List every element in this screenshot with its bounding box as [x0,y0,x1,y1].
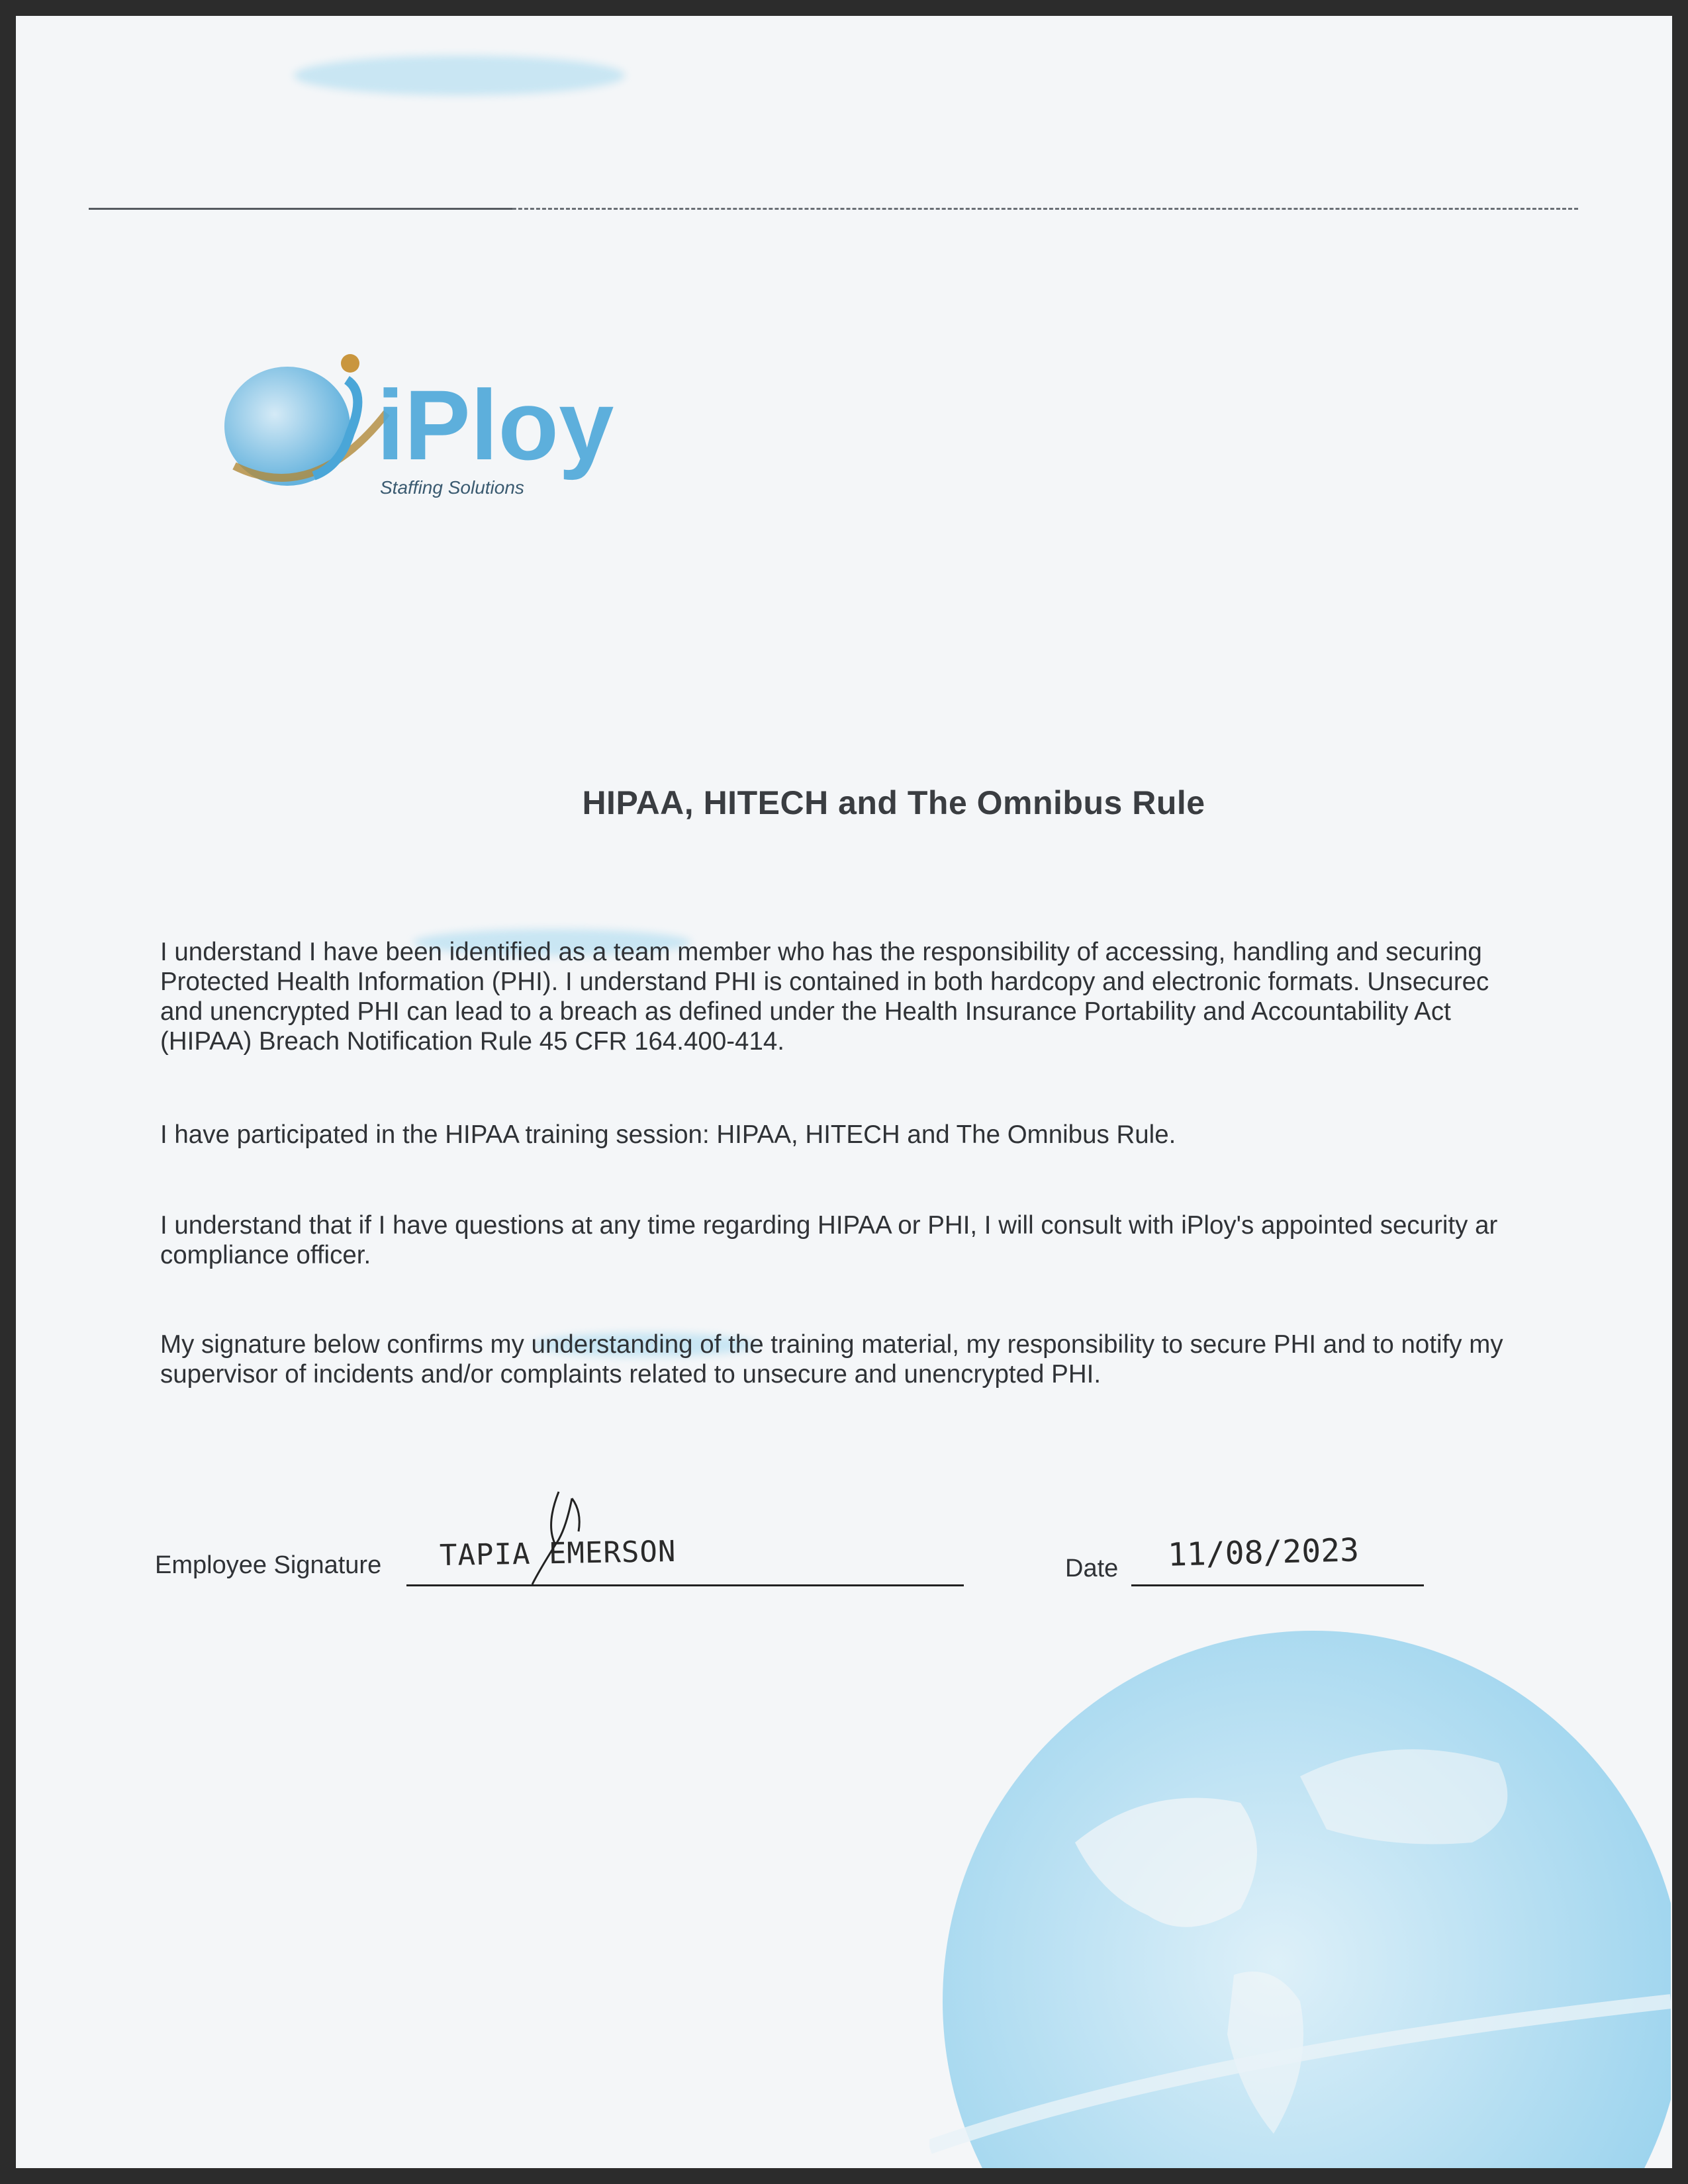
document-page [16,16,1672,2168]
globe-watermark-icon [929,1631,1671,2168]
date-value: 11/08/2023 [1167,1531,1360,1574]
logo-globe-icon [214,334,718,532]
signature-line [406,1584,964,1586]
paragraph-signature-confirmation: My signature below confirms my understanding of the training material, my responsibility to secure PHI and to notify my supervisor of incidents and/or complaints related to unsecure and unencrypted PHI. [160,1330,1503,1388]
iploy-logo [214,334,718,532]
header-divider-solid [89,208,512,210]
ink-smudge [294,56,625,95]
paragraph-phi-responsibility: I understand I have been identified as a team member who has the responsibility of accessing, handling and securing Protected Health Information (PHI). I understand PHI is contained in both hardcopy and electronic formats. Unsecurec and unencrypted PHI can lead to a breach as defined under the Health Insurance Portability and Accountability Act (HIPAA) Breach Notification Rule 45 CFR 164.400-414. [160,938,1489,1056]
document-title: HIPAA, HITECH and The Omnibus Rule [582,784,1205,821]
signature-scribble-icon [519,1485,598,1591]
signature-label: Employee Signature [155,1551,382,1579]
paragraph-consult-officer: I understand that if I have questions at any time regarding HIPAA or PHI, I will consult with iPloy's appointed security ar compliance officer. [160,1211,1498,1269]
svg-text:iPloy: iPloy [377,369,614,480]
svg-text:Staffing Solutions: Staffing Solutions [380,477,524,498]
signature-row [155,1525,1479,1604]
signature-handwriting: TAPIA EMERSON [439,1534,677,1573]
date-label: Date [1065,1555,1119,1582]
date-line [1131,1584,1424,1586]
paragraph-training-session: I have participated in the HIPAA training session: HIPAA, HITECH and The Omnibus Rule. [160,1120,1176,1149]
